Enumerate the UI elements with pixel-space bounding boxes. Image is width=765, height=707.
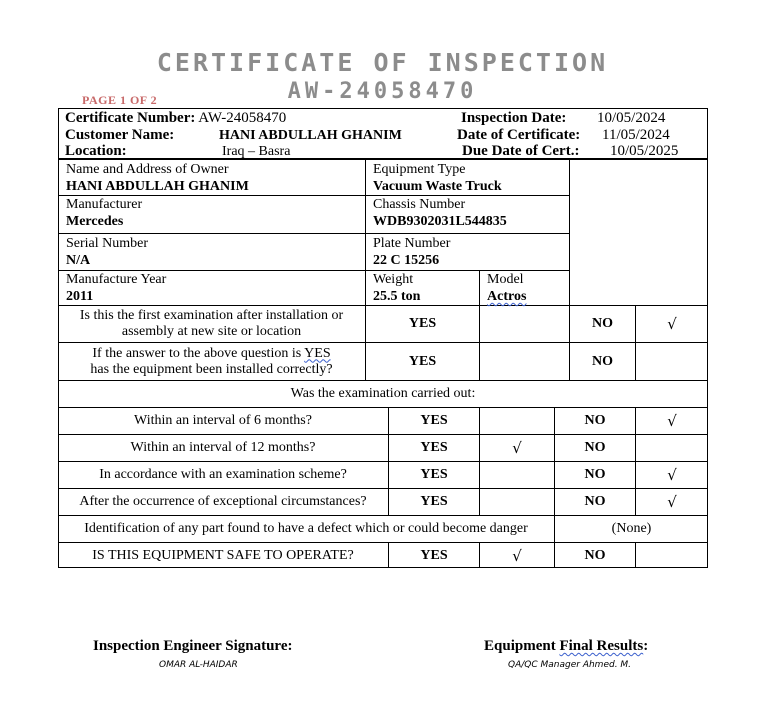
q1-no-check-icon: √ xyxy=(667,315,677,333)
chassis-value: WDB9302031L544835 xyxy=(373,214,507,229)
question-12-months: Within an interval of 12 months? xyxy=(130,440,316,455)
customer-value: HANI ABDULLAH GHANIM xyxy=(219,128,402,143)
due-date-label: Due Date of Cert.: xyxy=(462,143,580,159)
q8-no: NO xyxy=(584,547,606,563)
inspection-date-label: Inspection Date: xyxy=(461,110,567,126)
manufacturer-value: Mercedes xyxy=(66,214,124,229)
q6-yes: YES xyxy=(420,494,448,509)
equipment-type-value: Vacuum Waste Truck xyxy=(373,179,502,194)
q2-line1: If the answer to the above question is xyxy=(92,345,305,361)
location-label: Location: xyxy=(65,143,127,159)
cert-number-value: AW-24058470 xyxy=(198,110,287,126)
year-value: 2011 xyxy=(66,289,94,304)
q2-line1-yes: YES xyxy=(304,345,331,361)
question-exam-scheme: In accordance with an examination scheme? xyxy=(99,467,347,482)
q1-line2: assembly at new site or location xyxy=(121,324,302,339)
q4-no: NO xyxy=(584,440,606,455)
model-label: Model xyxy=(487,272,524,287)
equipment-type-label: Equipment Type xyxy=(373,162,466,177)
plate-value: 22 C 15256 xyxy=(373,253,440,268)
certificate-title: CERTIFICATE OF INSPECTION xyxy=(156,48,609,77)
serial-label: Serial Number xyxy=(66,236,149,251)
serial-value: N/A xyxy=(66,253,91,268)
q1-line1: Is this the first examination after installation or xyxy=(79,308,344,323)
cert-date-label: Date of Certificate: xyxy=(457,127,581,143)
question-6-months: Within an interval of 6 months? xyxy=(134,413,312,428)
engineer-signature-name: OMAR AL-HAIDAR xyxy=(159,660,238,670)
plate-label: Plate Number xyxy=(373,236,451,251)
exam-heading: Was the examination carried out: xyxy=(290,386,476,401)
final-results-label xyxy=(484,638,648,654)
q3-no: NO xyxy=(584,413,606,428)
q3-no-check-icon: √ xyxy=(667,412,677,430)
q8-yes-check-icon: √ xyxy=(512,546,522,565)
cert-number-line xyxy=(65,110,286,126)
q6-no-check-icon: √ xyxy=(667,493,677,511)
q8-yes: YES xyxy=(420,547,448,563)
customer-label: Customer Name: xyxy=(65,127,175,143)
question-safe-to-operate: IS THIS EQUIPMENT SAFE TO OPERATE? xyxy=(92,547,354,563)
q2-line2: has the equipment been installed correctly? xyxy=(90,361,333,377)
weight-value: 25.5 ton xyxy=(373,289,421,304)
question-first-exam xyxy=(58,306,365,342)
final-results-label-pre: Equipment xyxy=(484,638,560,654)
q1-no: NO xyxy=(592,316,613,331)
cert-date-value: 11/05/2024 xyxy=(602,127,670,143)
q7-answer: (None) xyxy=(611,521,652,536)
q4-yes-check-icon: √ xyxy=(512,439,522,457)
q2-no: NO xyxy=(592,353,613,369)
final-results-label-final: Final Results xyxy=(559,638,644,654)
manufacturer-label: Manufacturer xyxy=(66,197,143,212)
year-label: Manufacture Year xyxy=(66,272,167,287)
question-exceptional-circumstances: After the occurrence of exceptional circumstances? xyxy=(79,494,367,509)
due-date-value: 10/05/2025 xyxy=(610,143,679,159)
q4-yes: YES xyxy=(420,440,448,455)
final-results-name: QA/QC Manager Ahmed. M. xyxy=(508,660,632,670)
question-defect-identification: Identification of any part found to have a defect which or could become danger xyxy=(84,521,528,536)
q2-yes: YES xyxy=(408,353,437,369)
inspection-date-value: 10/05/2024 xyxy=(597,110,666,126)
page-indicator: PAGE 1 OF 2 xyxy=(82,93,158,107)
q6-no: NO xyxy=(584,494,606,509)
q3-yes: YES xyxy=(420,413,448,428)
certificate-title-number: AW-24058470 xyxy=(287,79,478,104)
q5-no-check-icon: √ xyxy=(667,466,677,484)
final-results-label-post: : xyxy=(643,638,649,654)
chassis-label: Chassis Number xyxy=(373,197,466,212)
cert-number-label: Certificate Number: xyxy=(65,110,196,126)
q1-yes: YES xyxy=(408,316,437,331)
model-value: Actros xyxy=(487,289,527,304)
owner-value: HANI ABDULLAH GHANIM xyxy=(66,179,249,194)
engineer-signature-label: Inspection Engineer Signature: xyxy=(93,638,293,654)
q5-no: NO xyxy=(584,467,606,482)
q5-yes: YES xyxy=(420,467,448,482)
owner-label: Name and Address of Owner xyxy=(66,162,229,177)
weight-label: Weight xyxy=(373,272,414,287)
question-installed-correctly xyxy=(58,343,365,380)
location-value: Iraq – Basra xyxy=(222,144,291,159)
